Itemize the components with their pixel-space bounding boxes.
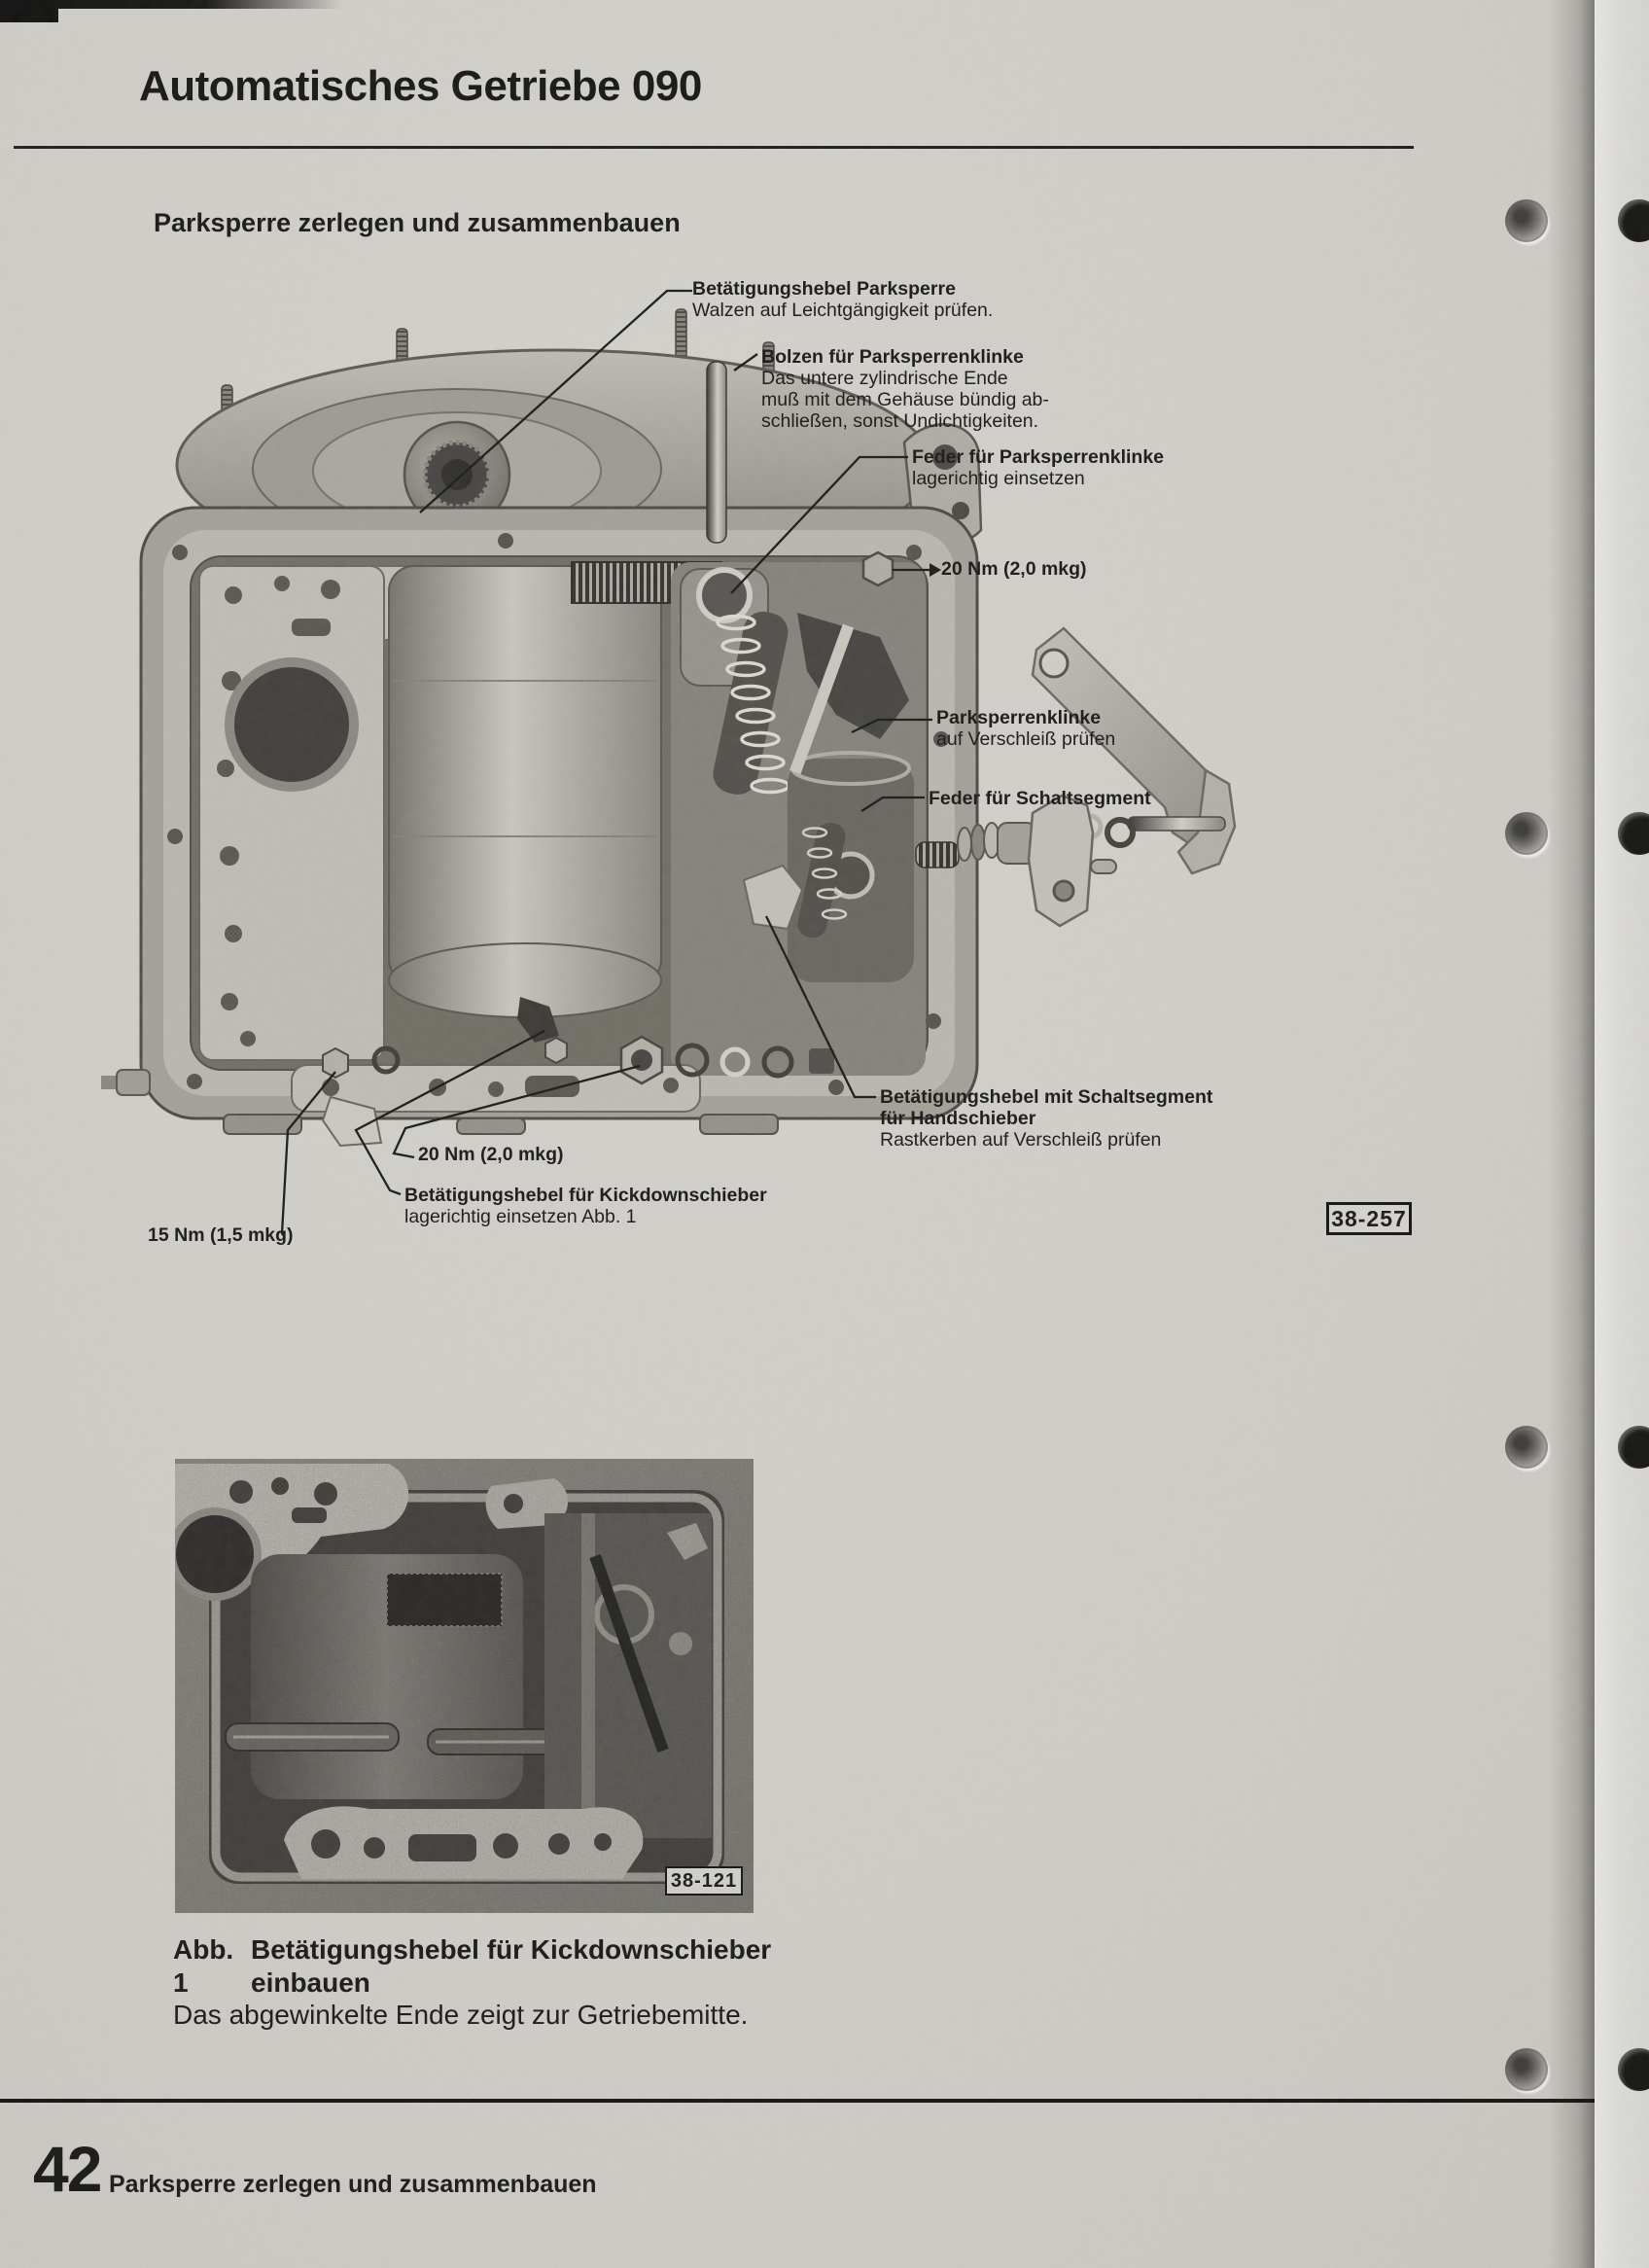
page-fold-shadow [1548,0,1595,2268]
page-number: 42 [33,2133,101,2205]
pin [1091,860,1116,873]
callout-betaetigungshebel-parksperre [692,278,993,321]
abb1-photo [175,1459,754,1913]
callout-title: 20 Nm (2,0 mkg) [941,558,1087,580]
callout-title: Betätigungshebel Parksperre [692,278,956,300]
pivot-bolt [1128,817,1225,831]
binder-hole [1505,812,1548,855]
figure-caption [173,1933,771,2000]
callout-title: Feder für Schaltsegment [929,788,1151,809]
scan-corner-mark [0,0,58,22]
callout-title: für Handschieber [880,1108,1036,1129]
binder-hole [1505,2048,1548,2091]
washer [1107,820,1133,845]
callout-note: Walzen auf Leichtgängigkeit prüfen. [692,300,994,321]
page-left-edge-shadow [0,0,11,2268]
page-title: Automatisches Getriebe 090 [139,62,702,110]
callout-title: Betätigungshebel mit Schaltsegment [880,1086,1213,1108]
callout-parksperrenklinke [936,707,1115,750]
callout-title: Bolzen für Parksperrenklinke [761,346,1024,368]
photo-grain [175,1459,754,1913]
spring-seat [699,570,750,620]
section-title: Parksperre zerlegen und zusammenbauen [154,208,681,237]
caption-note: Das abgewinkelte Ende zeigt zur Getriebemitte. [173,2000,749,2030]
square-washer [809,1048,834,1074]
lever-hole [1040,650,1068,677]
footer-title: Parksperre zerlegen und zusammenbauen [109,2171,597,2198]
callout-note: muß mit dem Gehäuse bündig ab- [761,389,1049,410]
callout-title: Feder für Parksperrenklinke [912,446,1165,468]
callout-torque-20nm-upper [941,558,1087,580]
callout-note: lagerichtig einsetzen Abb. 1 [404,1206,637,1227]
callout-feder-parksperrenklinke [912,446,1164,489]
callout-torque-15nm [148,1224,294,1246]
figure-ref-label: 38-257 [1326,1202,1412,1235]
caption-line1: Betätigungshebel für Kickdownschieber [251,1934,772,1965]
binder-hole [1505,1426,1548,1469]
binder-hole [1505,199,1548,242]
callout-note: Rastkerben auf Verschleiß prüfen [880,1129,1162,1151]
callout-note: auf Verschleiß prüfen [936,728,1116,750]
threaded-tip [916,842,959,868]
photo-ref-label: 38-121 [665,1866,743,1896]
callout-title: 15 Nm (1,5 mkg) [148,1224,294,1246]
pawl-pin [707,362,726,543]
callout-title: Betätigungshebel für Kickdownschieber [404,1185,767,1206]
bolt-20nm [863,552,893,585]
bracket-hole [1054,881,1073,901]
callout-feder-schaltsegment [929,788,1151,809]
footer-rule [0,2099,1595,2103]
callout-torque-20nm-lower [418,1144,564,1165]
callout-note: lagerichtig einsetzen [912,468,1085,489]
hub-hole [441,459,473,490]
exploded-view-figure [78,272,1439,1245]
nut-small [545,1038,567,1063]
caption-label: Abb. 1 [173,1934,234,1998]
callout-note: schließen, sonst Undichtigkeiten. [761,410,1039,432]
callout-schaltsegment-hebel [880,1086,1212,1151]
callout-note: Das untere zylindrische Ende [761,368,1008,389]
seal-bore [229,662,354,787]
callout-title: 20 Nm (2,0 mkg) [418,1144,564,1165]
caption-line2: einbauen [251,1967,370,1998]
callout-bolzen [761,346,1049,432]
side-stub [101,1070,150,1095]
segment-bracket [1029,796,1093,926]
callout-kickdown-hebel [404,1185,767,1227]
page-behind [1595,0,1649,2268]
valve-cluster [671,562,926,1076]
callout-title: Parksperrenklinke [936,707,1102,728]
header-rule [14,146,1414,149]
